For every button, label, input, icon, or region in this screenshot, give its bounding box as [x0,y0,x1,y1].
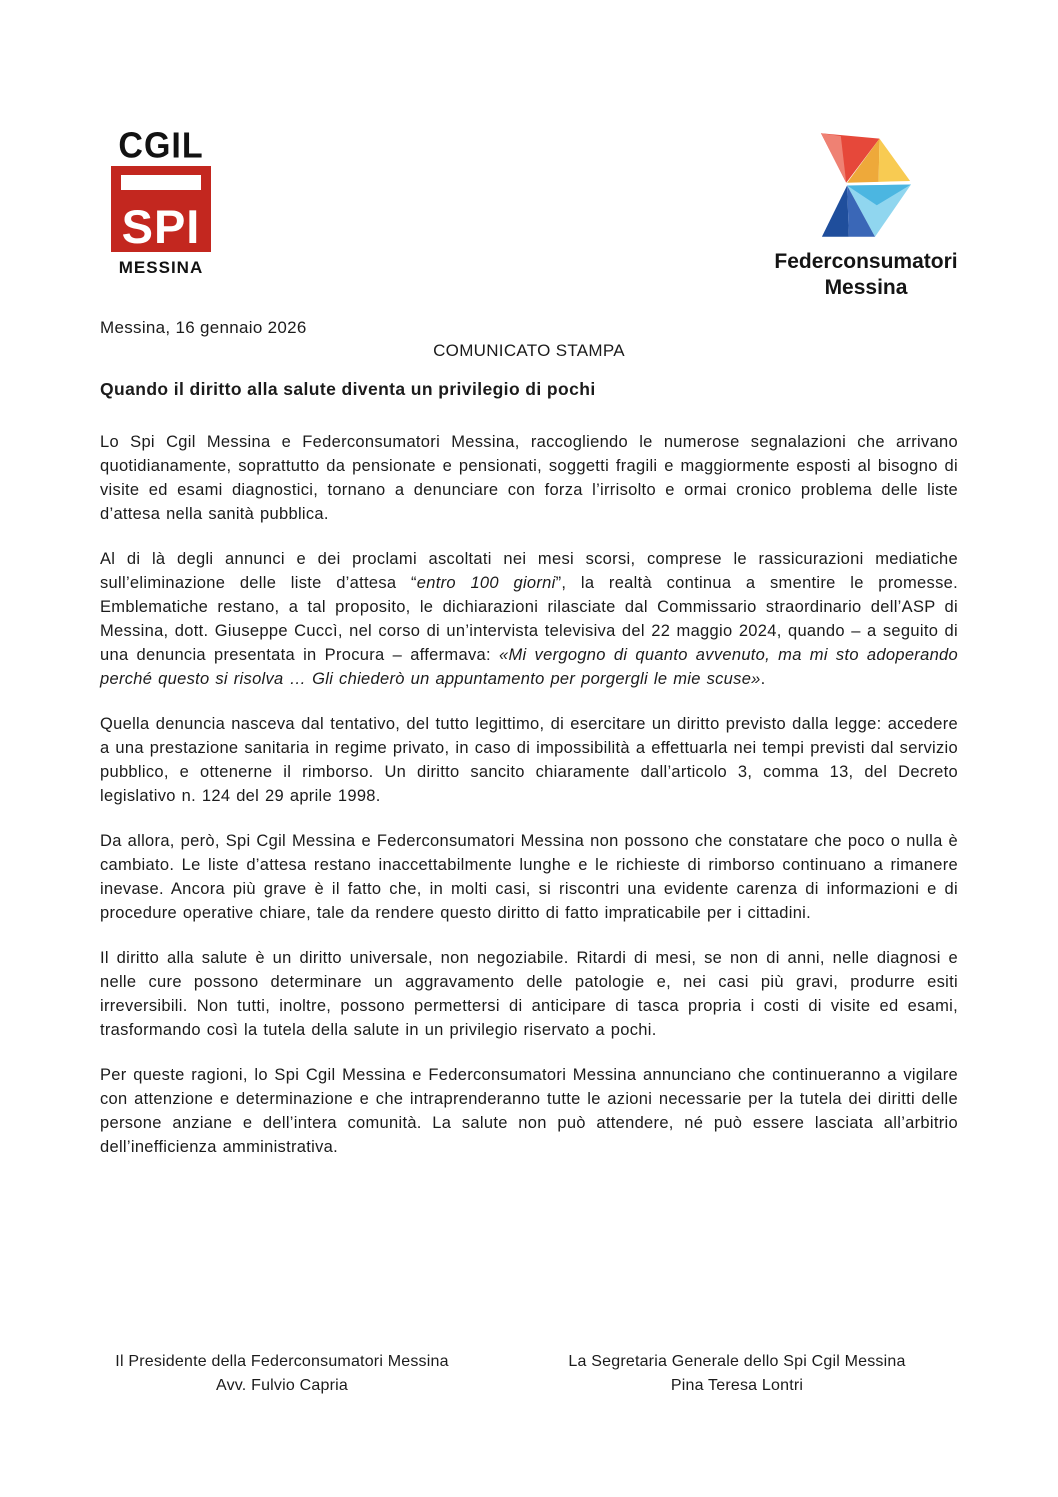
signature-right [546,1350,928,1398]
fed-triangle-navy [822,185,849,236]
spi-wordmark: SPI [121,199,201,253]
press-release-label: COMUNICATO STAMPA [433,341,625,360]
signature-right-role: La Segretaria Generale dello Spi Cgil Messina [568,1353,906,1370]
signature-left-role: Il Presidente della Federconsumatori Messina [115,1353,449,1370]
cgil-spi-logo [111,125,211,278]
spi-red-box [111,166,211,252]
cgil-city-label: MESSINA [118,258,204,277]
paragraph-6: Per queste ragioni, lo Spi Cgil Messina e Federconsumatori Messina annunciano che continueranno a vigilare con attenzione e determinazione e che intraprenderanno tutte le azioni necessarie per la tutela dei diritti delle persone anziane e dell’intera comunità. La salute non può attendere, né può essere lasciata all’arbitrio dell’inefficienza amministrativa. [100,1066,958,1156]
federconsumatori-name: Federconsumatori [774,250,958,273]
signature-right-name: Pina Teresa Lontri [670,1377,804,1394]
spi-white-bar [121,175,201,190]
paragraph-segment: entro 100 giorni [416,574,556,592]
fed-triangle-yellow [879,139,911,182]
paragraph-segment: ”, la realtà continua a smentire le promesse. Emblematiche restano, a tal proposito, le dichiarazioni rilasciate dal Commissario straordinario dell’ASP di Messina, dott. Giuseppe Cuccì, nel corso di un’intervista televisiva del 22 maggio 2024, quando – a seguito di una denuncia presentata in Procura – affermava: [100,574,958,664]
document-body [100,409,958,1159]
cgil-wordmark: CGIL [118,125,204,166]
paragraph-4: Da allora, però, Spi Cgil Messina e Federconsumatori Messina non possono che constatare che poco o nulla è cambiato. Le liste d’attesa restano inaccettabilmente lunghe e le richieste di rimborso continuano a rimanere inevase. Ancora più grave è il fatto che, in molti casi, si riscontri una evidente carenza di informazioni e di procedure operative chiare, tale da rendere questo diritto di fatto impraticabile per i cittadini. [100,832,958,922]
paragraph-segment: Al di là degli annunci e dei proclami ascoltati nei mesi scorsi, comprese le rassicurazioni mediatiche sull’eliminazione delle liste d’attesa “ [100,550,958,592]
paragraph-5: Il diritto alla salute è un diritto universale, non negoziabile. Ritardi di mesi, se non di anni, nelle diagnosi e nelle cure possono determinare un aggravamento delle patologie e, nei casi più gravi, produrre esiti irreversibili. Non tutti, inoltre, possono permettersi di anticipare di tasca propria i costi di visite ed esami, trasformando così la tutela della salute in un privilegio riservato a pochi. [100,949,958,1039]
paragraph-segment: «Mi vergogno di quanto avvenuto, ma mi sto adoperando perché questo si risolva … Gli chiederò un appuntamento per porgergli le mie scuse» [100,646,958,688]
paragraph-2 [100,547,958,691]
paragraph-segment: . [760,670,766,688]
federconsumatori-arrow-icon [821,133,911,237]
paragraph-3: Quella denuncia nasceva dal tentativo, del tutto legittimo, di esercitare un diritto previsto dalla legge: accedere a una prestazione sanitaria in regime privato, in caso di impossibilità a effettuarla nei tempi previsti dal servizio pubblico, e ottenerne il rimborso. Un diritto sancito chiaramente dall’articolo 3, comma 13, del Decreto legislativo n. 124 del 29 aprile 1998. [100,715,958,805]
federconsumatori-logo [764,133,968,302]
federconsumatori-city: Messina [824,276,908,300]
signature-left [96,1350,468,1398]
page-title: Quando il diritto alla salute diventa un privilegio di pochi [100,379,596,399]
date-line: Messina, 16 gennaio 2026 [100,318,307,337]
paragraph-1: Lo Spi Cgil Messina e Federconsumatori Messina, raccogliendo le numerose segnalazioni che arrivano quotidianamente, soprattutto da pensionate e pensionati, soggetti fragili e maggiormente esposti al bisogno di visite ed esami diagnostici, tornano a denunciare con forza l’irrisolto e ormai cronico problema delle liste d’attesa nella sanità pubblica. [100,433,958,523]
signature-left-name: Avv. Fulvio Capria [216,1377,348,1394]
